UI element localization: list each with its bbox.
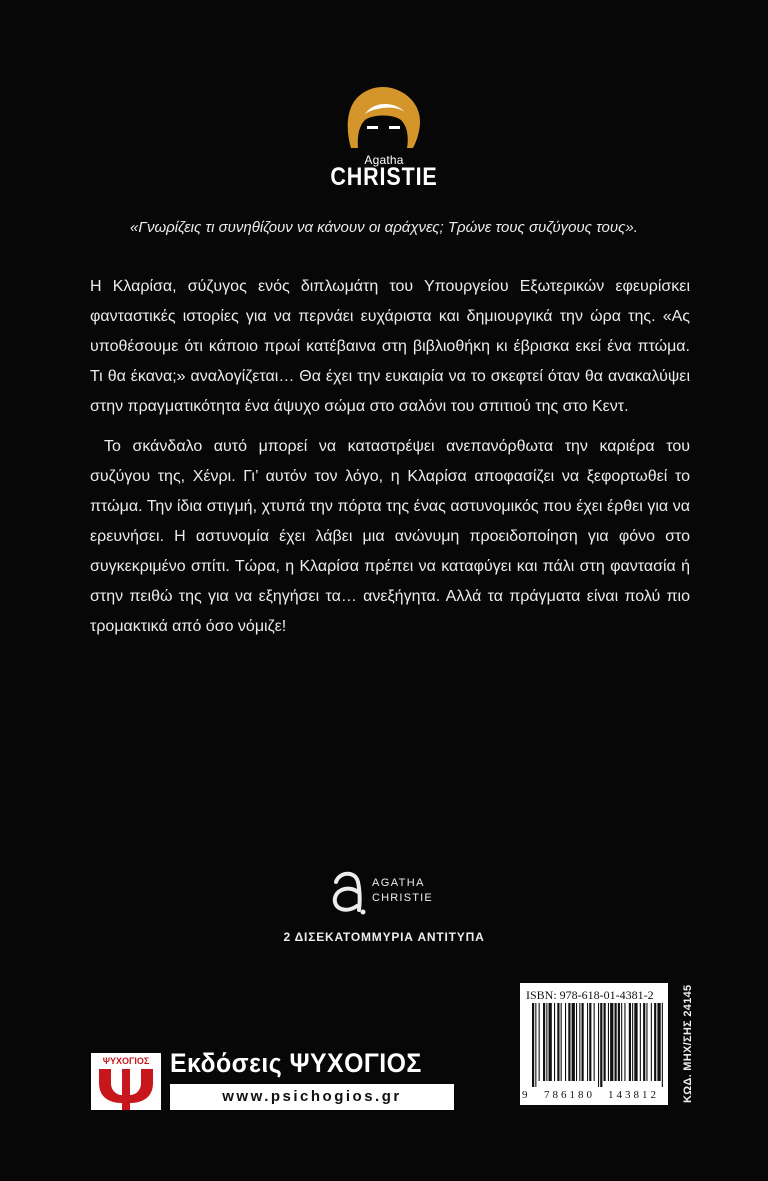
barcode-bar bbox=[579, 1003, 580, 1081]
barcode-bar bbox=[576, 1003, 577, 1081]
barcode-bar bbox=[632, 1003, 633, 1081]
barcode-bar bbox=[594, 1003, 595, 1081]
barcode-bar bbox=[546, 1003, 547, 1081]
barcode-bar bbox=[582, 1003, 584, 1081]
barcode-bar bbox=[549, 1003, 552, 1081]
barcode-bar bbox=[624, 1003, 625, 1081]
barcode-bar bbox=[610, 1003, 613, 1081]
barcode-bar bbox=[651, 1003, 652, 1081]
brand-last-name: CHRISTIE bbox=[330, 163, 438, 191]
series-label-last: CHRISTIE bbox=[372, 892, 433, 904]
barcode-bar bbox=[618, 1003, 620, 1081]
publisher-logo-text: ΨΥΧΟΓΙΟΣ bbox=[102, 1056, 150, 1066]
barcode-bar bbox=[600, 1003, 602, 1087]
barcode-bar bbox=[568, 1003, 570, 1081]
tagline-quote: «Γνωρίζεις τι συνηθίζουν να κάνουν οι αράχνες; Τρώνε τους συζύγους τους». bbox=[130, 219, 638, 236]
barcode-bar bbox=[604, 1003, 606, 1081]
barcode-bar bbox=[598, 1003, 599, 1087]
blurb-paragraph: Η Κλαρίσα, σύζυγος ενός διπλωμάτη του Υπουργείου Εξωτερικών εφευρίσκει φανταστικές ιστορίες για να περνάει ευχάριστα και δημιουργικά την ώρα της. «Ας υποθέσουμε ότι κάποιο πρωί κατέβαινα στη βιβλιοθήκη κι έβρισκα εκεί ένα πτώμα. Τι θα έκανα;» αναλογίζεται… Θα έχει την ευκαιρία να το σκεφτεί όταν θα ανακαλύψει στην πραγματικότητα ένα άψυχο σώμα στο σαλόνι του σπιτιού της στο Κεντ. bbox=[90, 278, 690, 415]
barcode-bar bbox=[654, 1003, 656, 1081]
copies-sold-text: 2 ΔΙΣΕΚΑΤΟΜΜΥΡΙΑ ΑΝΤΙΤΥΠΑ bbox=[283, 930, 485, 944]
barcode-bar bbox=[535, 1003, 536, 1087]
series-label-first: AGATHA bbox=[372, 877, 425, 889]
product-code-label: ΚΩΔ. ΜΗΧ/ΣΗΣ 24145 bbox=[682, 984, 694, 1103]
isbn-number: ISBN: 978-618-01-4381-2 bbox=[526, 988, 654, 1002]
barcode-bar bbox=[565, 1003, 566, 1081]
barcode-bar bbox=[615, 1003, 617, 1081]
barcode-bar bbox=[640, 1003, 641, 1081]
barcode-bar bbox=[621, 1003, 622, 1081]
barcode-bar bbox=[532, 1003, 534, 1087]
barcode-bar bbox=[629, 1003, 631, 1081]
barcode-bar bbox=[539, 1003, 540, 1081]
barcode-bar bbox=[634, 1003, 637, 1081]
barcode-icon bbox=[532, 1003, 664, 1087]
barcode-bar bbox=[662, 1003, 663, 1087]
barcode-bar bbox=[543, 1003, 545, 1081]
publisher-name: Εκδόσεις ΨΥΧΟΓΙΟΣ bbox=[170, 1048, 422, 1078]
barcode-bar bbox=[561, 1003, 562, 1081]
blurb-text bbox=[90, 272, 690, 652]
blurb-paragraph: Το σκάνδαλο αυτό μπορεί να καταστρέψει ανεπανόρθωτα την καριέρα του συζύγου της, Χένρι. Γι’ αυτόν τον λόγο, η Κλαρίσα αποφασίζει να ξεφορτωθεί το πτώμα. Την ίδια στιγμή, χτυπά την πόρτα της ένας αστυνομικός που έχει έρθει για να ερευνήσει. Η αστυνομία έχει λάβει μια ανώνυμη προειδοποίηση για φόνο στο συγκεκριμένο σπίτι. Τώρα, η Κλαρίσα πρέπει να καταφύγει και πάλι στη φαντασία ή στην πειθώ της για να εξηγήσει τα… ανεξήγητα. Αλλά τα πράγματα είναι πολύ πιο τρομακτικά από όσο νόμιζε! bbox=[90, 438, 690, 635]
barcode-bar bbox=[557, 1003, 559, 1081]
barcode-bar bbox=[643, 1003, 645, 1081]
barcode-bar bbox=[589, 1003, 591, 1081]
barcode-bar bbox=[587, 1003, 588, 1081]
agatha-christie-a-logo-icon bbox=[327, 862, 367, 918]
barcode-digit-first: 9 bbox=[522, 1089, 528, 1101]
barcode-bar bbox=[554, 1003, 555, 1081]
barcode-bar bbox=[657, 1003, 660, 1081]
psychogios-psi-logo-icon bbox=[91, 1053, 161, 1110]
brand-first-name: Agatha bbox=[364, 153, 404, 167]
barcode-bar bbox=[646, 1003, 647, 1081]
barcode-bar bbox=[608, 1003, 609, 1081]
barcode-digits-left: 786180 bbox=[544, 1089, 595, 1101]
agatha-christie-portrait-icon bbox=[343, 86, 425, 150]
barcode-digits-right: 143812 bbox=[608, 1089, 659, 1101]
publisher-url: www.psichogios.gr bbox=[222, 1088, 402, 1105]
barcode-bar bbox=[572, 1003, 575, 1081]
